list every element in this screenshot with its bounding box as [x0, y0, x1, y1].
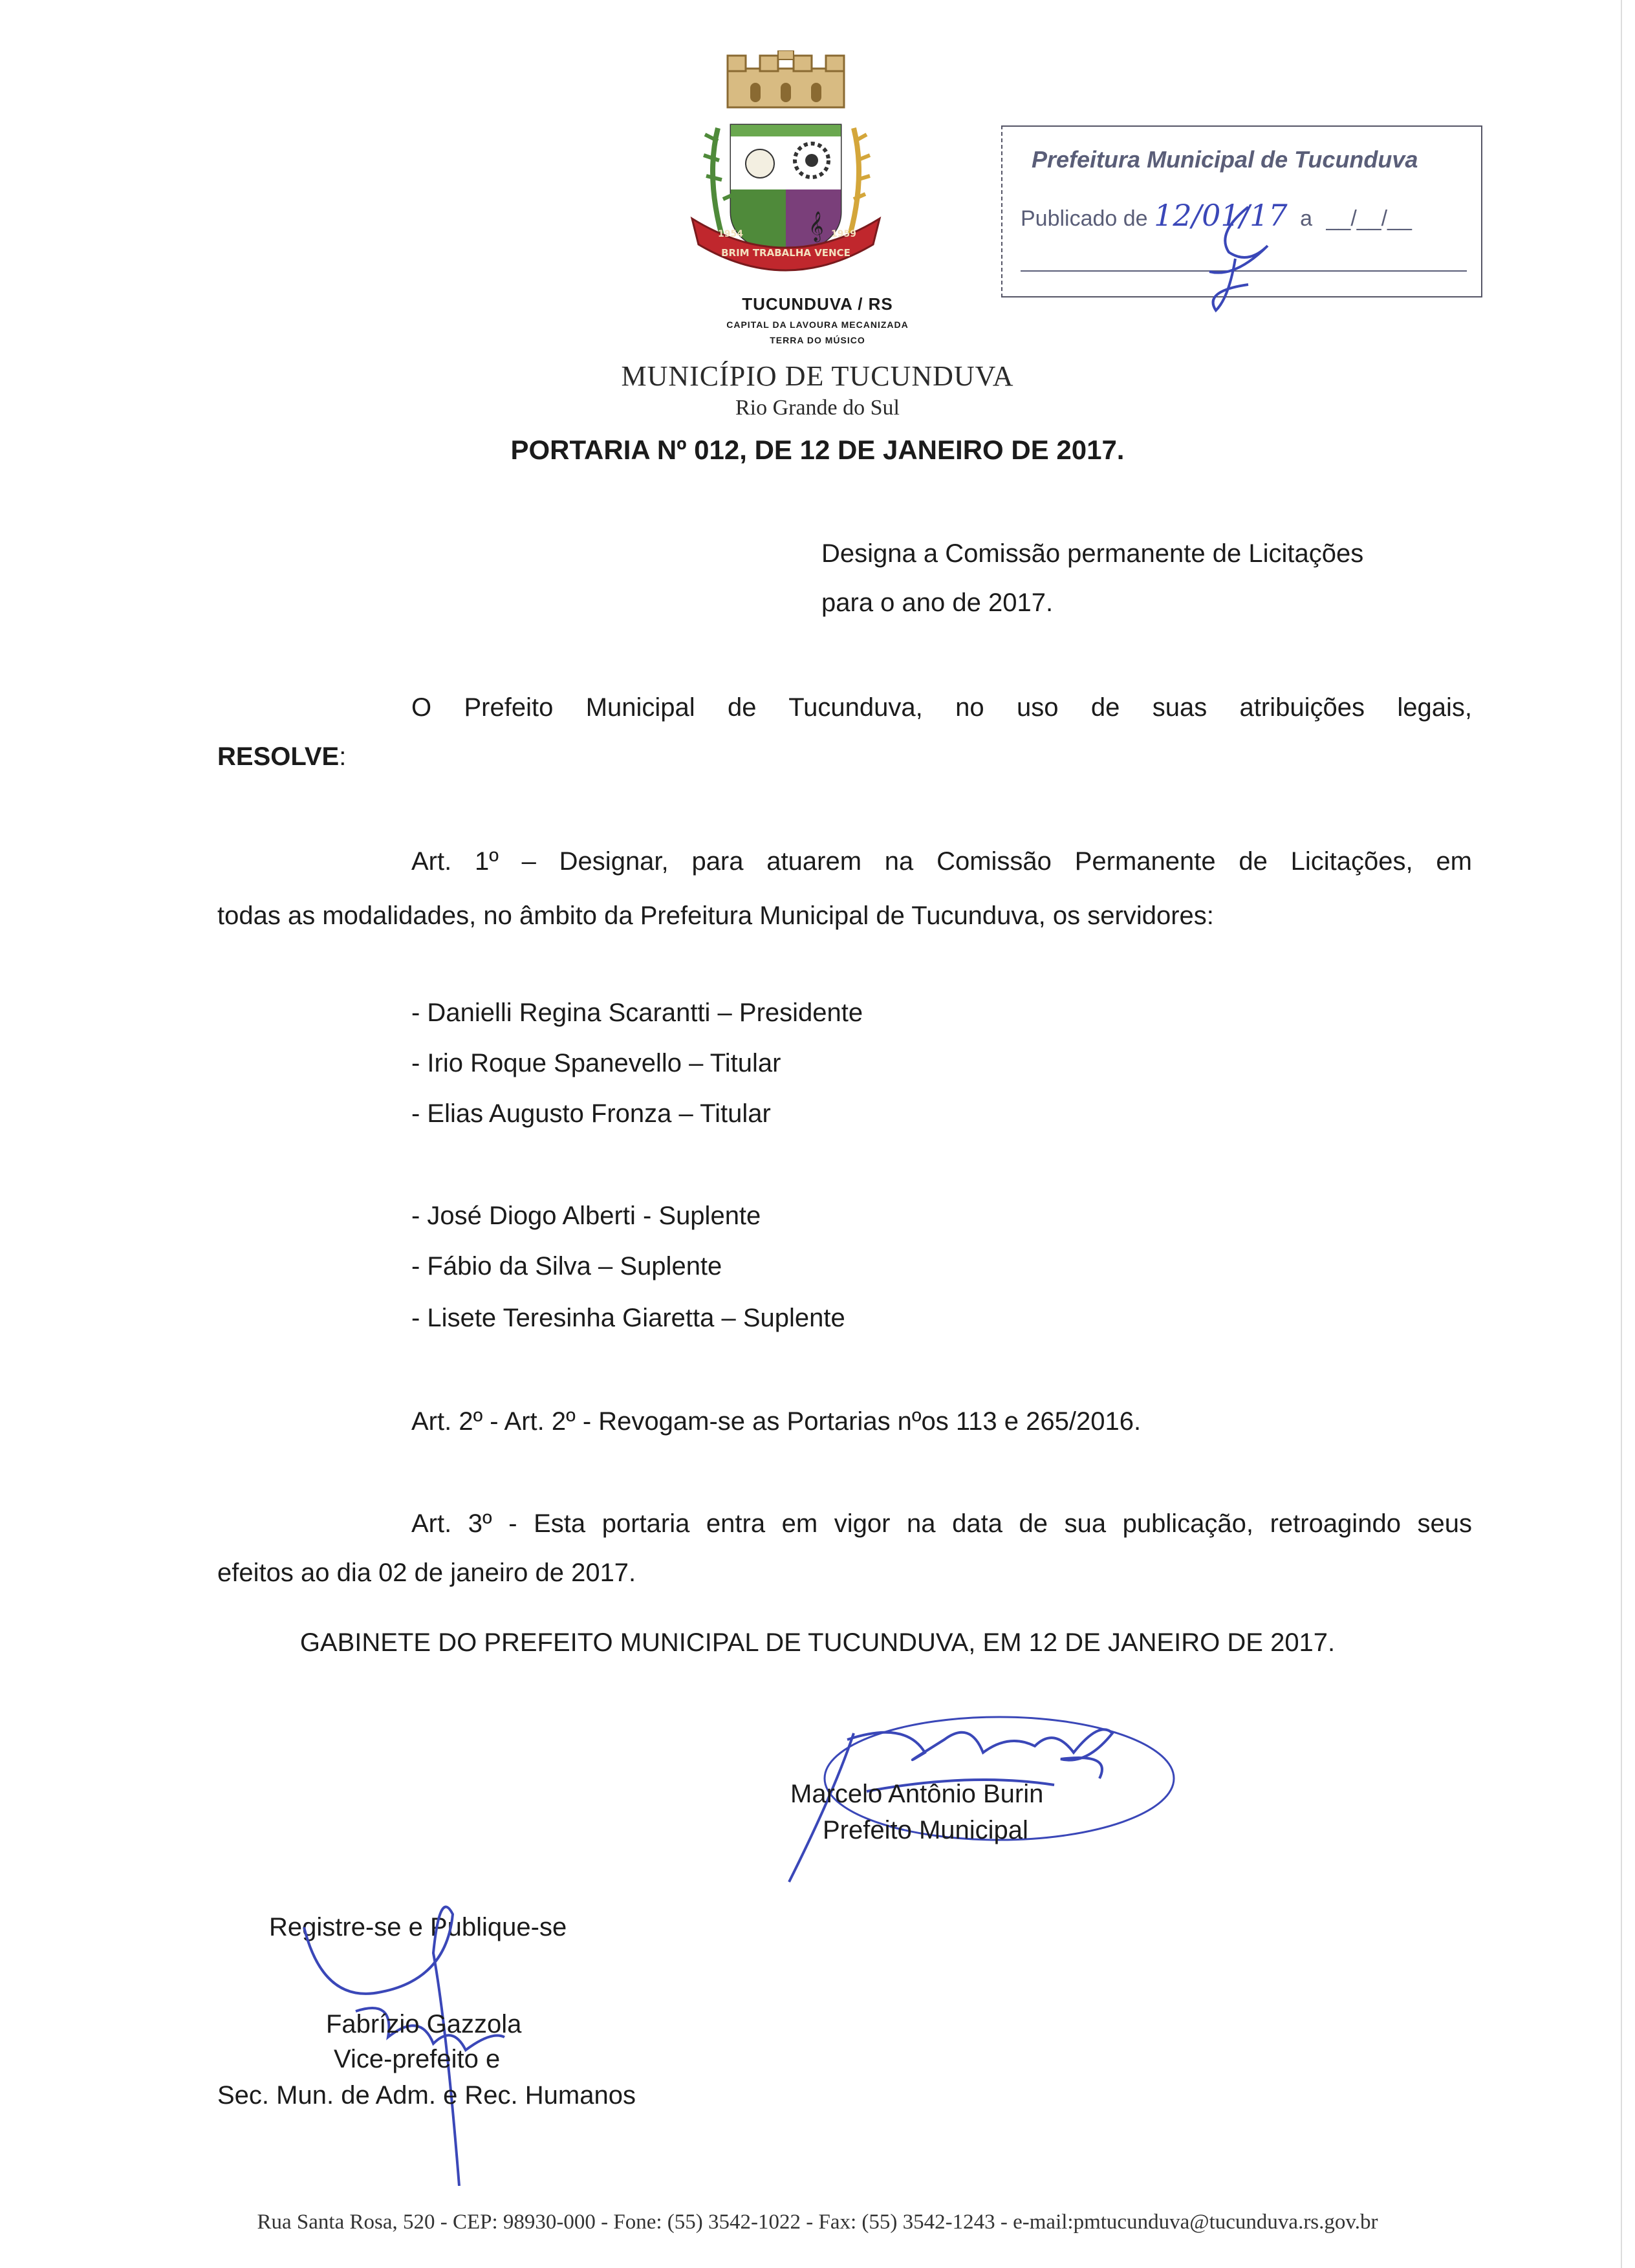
- footer-address: Rua Santa Rosa, 520 - CEP: 98930-000 - Fone: (55) 3542-1022 - Fax: (55) 3542-1243 - e-mail:pmtucunduva@tucunduva.rs.gov.br: [257, 2210, 1378, 2234]
- municipal-coat-of-arms: [679, 50, 893, 296]
- resolve-word: RESOLVE: [217, 742, 340, 771]
- closing-line: GABINETE DO PREFEITO MUNICIPAL DE TUCUNDUVA, EM 12 DE JANEIRO DE 2017.: [299, 1628, 1336, 1657]
- mayor-name: Marcelo Antônio Burin: [790, 1780, 1044, 1808]
- member-item: - Danielli Regina Scarantti – Presidente: [411, 999, 863, 1027]
- stamp-published-label: Publicado de: [1021, 206, 1148, 231]
- member-item: - Lisete Teresinha Giaretta – Suplente: [411, 1304, 845, 1332]
- crest-year-right: 1959: [831, 229, 856, 239]
- art3-line-1: Art. 3º - Esta portaria entra em vigor na data de sua publicação, retroagindo seus: [411, 1509, 1472, 1538]
- member-item: - José Diogo Alberti - Suplente: [411, 1202, 761, 1230]
- art1-line-1: Art. 1º – Designar, para atuarem na Comissão Permanente de Licitações, em: [411, 847, 1472, 876]
- vice-mayor-role: Vice-prefeito e: [334, 2045, 501, 2073]
- resolve-colon: :: [339, 742, 347, 771]
- vice-mayor-department: Sec. Mun. de Adm. e Rec. Humanos: [217, 2081, 636, 2110]
- tagline-capital: CAPITAL DA LAVOURA MECANIZADA: [726, 319, 909, 330]
- tagline-terra: TERRA DO MÚSICO: [770, 335, 865, 345]
- art2: Art. 2º - Art. 2º - Revogam-se as Portarias nºos 113 e 265/2016.: [411, 1407, 1142, 1436]
- mayor-role: Prefeito Municipal: [823, 1816, 1028, 1844]
- member-item: - Elias Augusto Fronza – Titular: [411, 1099, 771, 1128]
- stamp-to-date: __/__/__: [1326, 206, 1412, 231]
- vice-mayor-name: Fabrízio Gazzola: [326, 2010, 522, 2038]
- member-item: - Irio Roque Spanevello – Titular: [411, 1049, 781, 1077]
- preamble: O Prefeito Municipal de Tucunduva, no uso de suas atribuições legais,: [411, 693, 1472, 722]
- svg-text:𝄞: 𝄞: [808, 211, 824, 241]
- art1-line-2: todas as modalidades, no âmbito da Prefeitura Municipal de Tucunduva, os servidores:: [217, 902, 1214, 930]
- art3-line-2: efeitos ao dia 02 de janeiro de 2017.: [217, 1559, 636, 1587]
- crest-motto: BRIM TRABALHA VENCE: [721, 247, 850, 259]
- stamp-published-date: 12/01/17: [1154, 198, 1288, 233]
- register-publish: Registre-se e Publique-se: [269, 1913, 567, 1941]
- stamp-title: Prefeitura Municipal de Tucunduva: [1032, 146, 1418, 173]
- stamp-to-label: a: [1300, 206, 1313, 231]
- document-title: PORTARIA Nº 012, DE 12 DE JANEIRO DE 2017.: [510, 435, 1125, 465]
- crest-year-left: 1954: [718, 229, 743, 239]
- stamp-initials-signature: [1190, 194, 1294, 317]
- municipality-name: MUNICÍPIO DE TUCUNDUVA: [621, 360, 1014, 392]
- summary-line-1: Designa a Comissão permanente de Licitações: [821, 539, 1364, 568]
- state-name: Rio Grande do Sul: [735, 396, 900, 420]
- resolve-line: [217, 737, 346, 776]
- city-heading: TUCUNDUVA / RS: [742, 294, 893, 314]
- summary-line-2: para o ano de 2017.: [821, 589, 1054, 617]
- member-item: - Fábio da Silva – Suplente: [411, 1252, 722, 1280]
